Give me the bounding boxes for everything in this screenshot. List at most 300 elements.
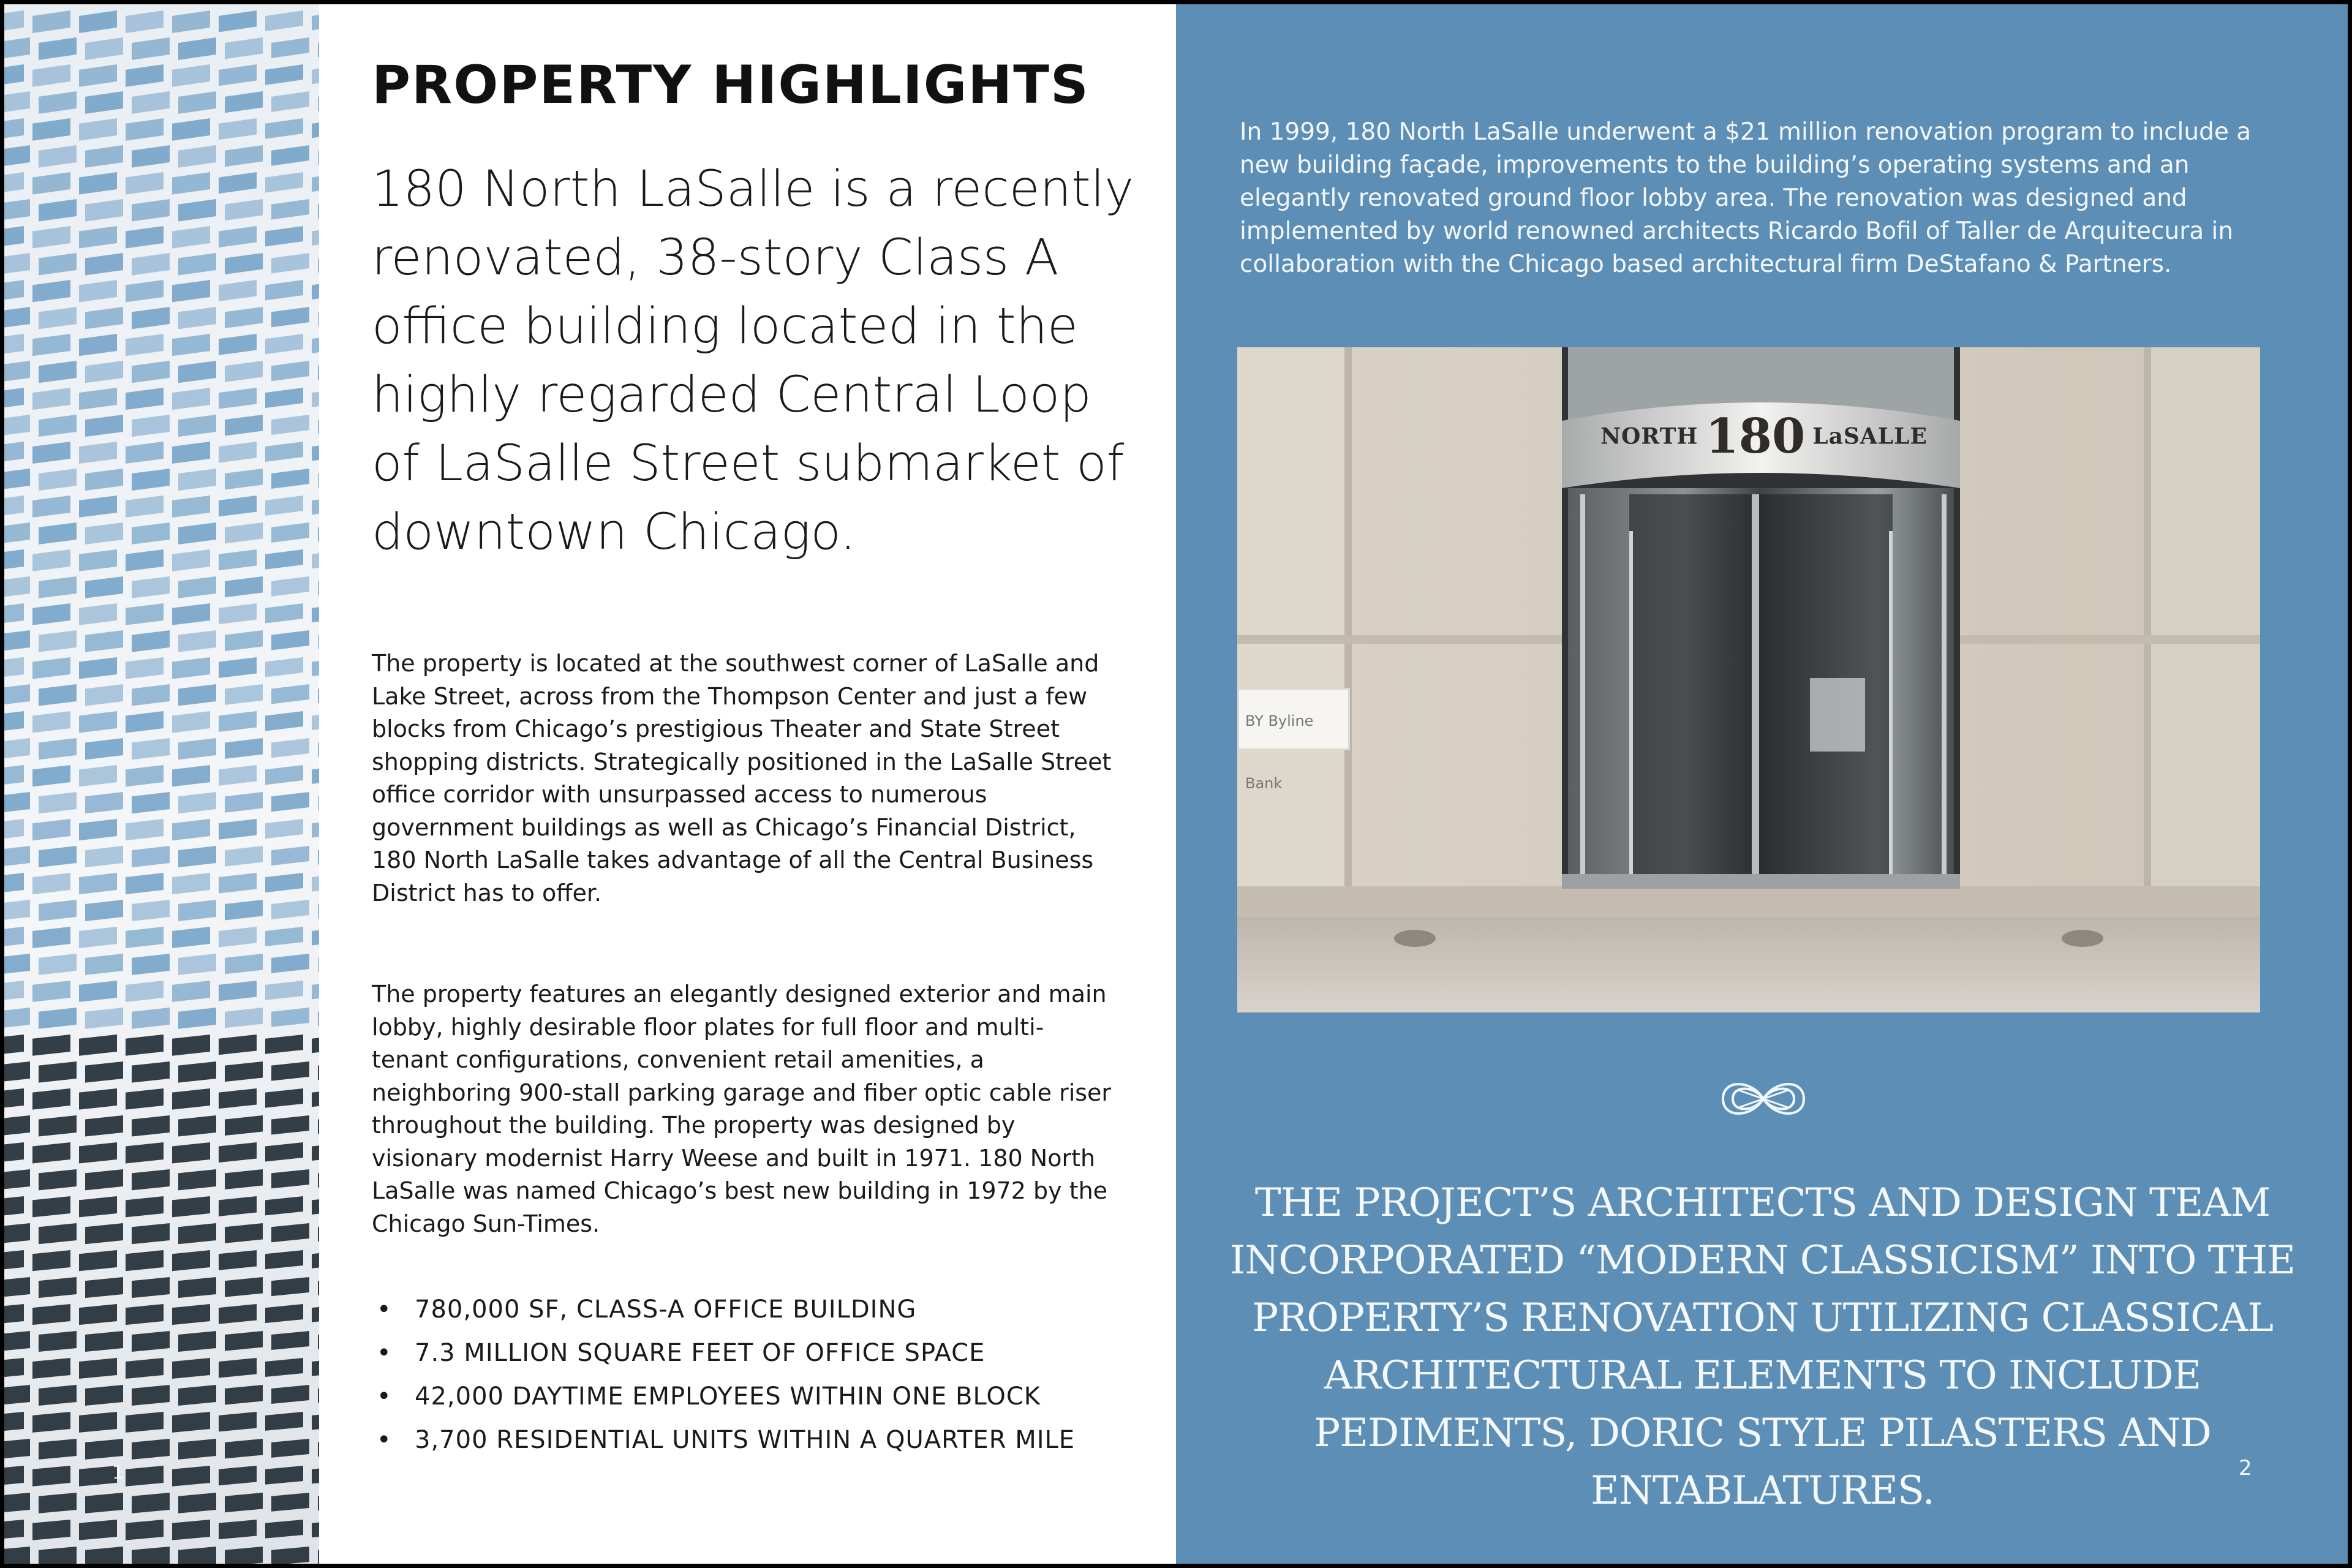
window-pane bbox=[4, 1412, 24, 1433]
window-pane bbox=[178, 630, 216, 652]
window-pane bbox=[32, 1412, 70, 1433]
window-pane bbox=[271, 91, 309, 112]
window-pane bbox=[132, 1277, 170, 1298]
window-pane bbox=[85, 522, 123, 545]
window-pane bbox=[178, 361, 216, 383]
window-pane bbox=[318, 630, 319, 649]
window-pane bbox=[85, 307, 123, 329]
window-pane bbox=[172, 1142, 210, 1163]
window-pane bbox=[132, 1008, 170, 1029]
window-pane bbox=[4, 307, 30, 329]
window-pane bbox=[126, 1088, 164, 1110]
window-pane bbox=[126, 1304, 164, 1325]
window-pane bbox=[312, 10, 319, 31]
bullet-icon: • bbox=[377, 1339, 392, 1367]
window-pane bbox=[225, 522, 263, 543]
window-pane bbox=[178, 684, 216, 706]
window-pane bbox=[39, 1439, 77, 1460]
window-pane bbox=[178, 846, 216, 867]
window-pane bbox=[312, 442, 319, 461]
window-pane bbox=[271, 792, 309, 812]
window-pane bbox=[32, 711, 70, 733]
window-pane bbox=[312, 388, 319, 407]
window-pane bbox=[132, 792, 170, 813]
entrance-photo bbox=[1237, 347, 2260, 1012]
window-pane bbox=[32, 172, 70, 195]
window-pane bbox=[4, 145, 30, 168]
window-pane bbox=[85, 1385, 123, 1406]
window-pane bbox=[126, 172, 164, 195]
window-pane bbox=[39, 1008, 77, 1029]
window-pane bbox=[172, 603, 210, 625]
window-pane bbox=[318, 145, 319, 165]
window-pane bbox=[318, 37, 319, 57]
window-pane bbox=[85, 199, 123, 222]
window-pane bbox=[318, 1277, 319, 1295]
window-pane bbox=[265, 1520, 303, 1539]
window-pane bbox=[39, 91, 77, 114]
window-pane bbox=[271, 1331, 309, 1350]
window-pane bbox=[32, 1520, 70, 1540]
window-pane bbox=[39, 1331, 77, 1352]
window-pane bbox=[271, 576, 309, 597]
window-pane bbox=[32, 442, 70, 464]
window-pane bbox=[312, 765, 319, 784]
list-item: • 7.3 MILLION SQUARE FEET OF OFFICE SPACE bbox=[372, 1332, 1168, 1375]
window-pane bbox=[178, 954, 216, 975]
window-pane bbox=[85, 469, 123, 491]
window-pane bbox=[132, 1115, 170, 1137]
window-pane bbox=[79, 172, 117, 195]
window-pane bbox=[219, 118, 257, 140]
window-pane bbox=[265, 1035, 303, 1054]
window-pane bbox=[318, 1439, 319, 1457]
window-pane bbox=[39, 1385, 77, 1406]
window-pane bbox=[178, 1061, 216, 1083]
window-pane bbox=[318, 738, 319, 757]
window-pane bbox=[219, 819, 257, 840]
window-pane bbox=[85, 91, 123, 114]
window-pane bbox=[219, 1142, 257, 1163]
window-pane bbox=[172, 280, 210, 302]
window-pane bbox=[265, 280, 303, 300]
window-pane bbox=[312, 1142, 319, 1161]
window-pane bbox=[172, 1196, 210, 1217]
window-pane bbox=[225, 1547, 263, 1564]
window-pane bbox=[265, 1358, 303, 1377]
window-pane bbox=[271, 1223, 309, 1242]
window-pane bbox=[85, 1169, 123, 1190]
window-pane bbox=[32, 819, 70, 840]
window-pane bbox=[79, 1412, 117, 1433]
window-pane bbox=[265, 1142, 303, 1161]
window-pane bbox=[4, 199, 30, 222]
list-item: • 780,000 SF, CLASS-A OFFICE BUILDING bbox=[372, 1288, 1168, 1332]
window-pane bbox=[85, 792, 123, 813]
window-pane bbox=[172, 64, 210, 87]
window-pane bbox=[126, 873, 164, 894]
window-pane bbox=[312, 1466, 319, 1483]
window-pane bbox=[4, 1466, 24, 1487]
window-pane bbox=[4, 981, 24, 1002]
window-pane bbox=[225, 576, 263, 597]
window-pane bbox=[265, 334, 303, 354]
window-pane bbox=[225, 792, 263, 813]
window-pane bbox=[4, 496, 24, 518]
window-pane bbox=[32, 1466, 70, 1487]
window-pane bbox=[4, 522, 30, 545]
window-pane bbox=[126, 1196, 164, 1217]
window-pane bbox=[132, 738, 170, 760]
window-pane bbox=[4, 1439, 30, 1460]
window-pane bbox=[85, 954, 123, 975]
window-pane bbox=[4, 1304, 24, 1325]
window-pane bbox=[312, 1088, 319, 1107]
window-pane bbox=[39, 1115, 77, 1137]
window-pane bbox=[32, 1035, 70, 1056]
lead-statement: 180 North LaSalle is a recently renovated, 38-story Class A office building located in the highly regarded Central Loop of LaSalle Street submarket of downtown Chicago. bbox=[372, 160, 1134, 561]
window-pane bbox=[85, 630, 123, 652]
list-item: • 3,700 RESIDENTIAL UNITS WITHIN A QUARTER MILE bbox=[372, 1419, 1168, 1462]
window-pane bbox=[4, 172, 24, 195]
window-pane bbox=[271, 1547, 309, 1564]
window-pane bbox=[265, 64, 303, 85]
window-pane bbox=[4, 1115, 30, 1137]
window-pane bbox=[178, 900, 216, 921]
highlights-list bbox=[372, 1288, 1168, 1462]
window-pane bbox=[312, 496, 319, 514]
window-pane bbox=[225, 469, 263, 489]
window-pane bbox=[225, 630, 263, 651]
window-pane bbox=[4, 846, 30, 867]
window-pane bbox=[312, 118, 319, 138]
window-pane bbox=[4, 630, 30, 652]
tenant-sign: BY Byline Bank bbox=[1237, 688, 1350, 750]
window-pane bbox=[178, 145, 216, 168]
window-pane bbox=[225, 1008, 263, 1028]
window-pane bbox=[225, 900, 263, 921]
window-pane bbox=[312, 1035, 319, 1053]
window-pane bbox=[85, 37, 123, 60]
window-pane bbox=[318, 522, 319, 541]
window-pane bbox=[85, 900, 123, 921]
window-pane bbox=[79, 1304, 117, 1325]
window-pane bbox=[219, 1196, 257, 1216]
window-pane bbox=[4, 1061, 30, 1083]
window-pane bbox=[271, 1061, 309, 1081]
window-pane bbox=[32, 388, 70, 410]
window-pane bbox=[178, 1331, 216, 1352]
window-pane bbox=[178, 199, 216, 222]
window-pane bbox=[172, 657, 210, 679]
window-pane bbox=[271, 307, 309, 327]
window-pane bbox=[318, 415, 319, 434]
window-pane bbox=[39, 1547, 77, 1564]
window-pane bbox=[172, 1035, 210, 1056]
window-pane bbox=[271, 199, 309, 220]
window-pane bbox=[271, 846, 309, 865]
window-pane bbox=[32, 603, 70, 625]
window-pane bbox=[265, 496, 303, 516]
window-pane bbox=[39, 954, 77, 975]
window-pane bbox=[312, 819, 319, 838]
window-pane bbox=[126, 496, 164, 518]
window-pane bbox=[265, 1304, 303, 1323]
window-pane bbox=[79, 1358, 117, 1379]
window-pane bbox=[318, 846, 319, 865]
window-pane bbox=[178, 253, 216, 275]
window-pane bbox=[132, 361, 170, 383]
window-pane bbox=[312, 1358, 319, 1376]
window-pane bbox=[318, 1169, 319, 1188]
window-pane bbox=[219, 657, 257, 678]
window-pane bbox=[32, 280, 70, 302]
window-pane bbox=[271, 954, 309, 973]
window-pane bbox=[219, 388, 257, 409]
window-pane bbox=[312, 226, 319, 246]
window-pane bbox=[265, 1088, 303, 1108]
window-pane bbox=[178, 738, 216, 760]
window-pane bbox=[4, 1493, 30, 1513]
window-pane bbox=[271, 415, 309, 435]
window-pane bbox=[312, 981, 319, 999]
window-pane bbox=[132, 91, 170, 114]
window-pane bbox=[132, 469, 170, 491]
window-pane bbox=[318, 900, 319, 919]
window-pane bbox=[4, 1277, 30, 1298]
window-pane bbox=[271, 469, 309, 489]
window-pane bbox=[39, 522, 77, 545]
window-pane bbox=[4, 738, 30, 760]
window-pane bbox=[4, 927, 24, 948]
window-pane bbox=[318, 954, 319, 972]
window-pane bbox=[312, 334, 319, 353]
window-pane bbox=[178, 1277, 216, 1298]
window-pane bbox=[265, 442, 303, 462]
window-pane bbox=[32, 1304, 70, 1325]
window-pane bbox=[312, 172, 319, 192]
window-pane bbox=[312, 657, 319, 676]
window-pane bbox=[85, 1115, 123, 1137]
window-pane bbox=[271, 1385, 309, 1404]
window-pane bbox=[126, 118, 164, 141]
window-pane bbox=[318, 576, 319, 595]
window-pane bbox=[219, 1304, 257, 1324]
window-pane bbox=[265, 765, 303, 785]
window-pane bbox=[172, 765, 210, 786]
window-pane bbox=[79, 1142, 117, 1163]
window-pane bbox=[172, 1412, 210, 1433]
window-pane bbox=[219, 1358, 257, 1378]
window-pane bbox=[318, 1385, 319, 1403]
window-pane bbox=[79, 334, 117, 356]
window-pane bbox=[219, 765, 257, 786]
window-pane bbox=[79, 657, 117, 679]
window-pane bbox=[271, 522, 309, 543]
window-pane bbox=[126, 657, 164, 679]
window-pane bbox=[172, 981, 210, 1002]
window-pane bbox=[318, 1115, 319, 1134]
window-pane bbox=[32, 549, 70, 571]
window-pane bbox=[4, 1035, 24, 1056]
window-pane bbox=[85, 361, 123, 383]
window-pane bbox=[219, 1520, 257, 1539]
window-pane bbox=[4, 684, 30, 706]
window-pane bbox=[85, 1223, 123, 1244]
window-pane bbox=[265, 10, 303, 31]
window-pane bbox=[85, 846, 123, 867]
window-pane bbox=[85, 1008, 123, 1029]
window-pane bbox=[79, 226, 117, 249]
window-pane bbox=[312, 1412, 319, 1430]
window-pane bbox=[271, 253, 309, 273]
window-pane bbox=[178, 1439, 216, 1460]
window-pane bbox=[39, 37, 77, 60]
window-pane bbox=[4, 226, 24, 249]
window-pane bbox=[265, 1466, 303, 1485]
window-pane bbox=[85, 253, 123, 275]
window-pane bbox=[4, 1196, 24, 1217]
window-pane bbox=[172, 1520, 210, 1540]
window-pane bbox=[172, 1304, 210, 1325]
window-pane bbox=[132, 253, 170, 275]
window-pane bbox=[4, 1250, 24, 1271]
window-pane bbox=[318, 469, 319, 488]
window-pane bbox=[39, 145, 77, 168]
window-pane bbox=[39, 199, 77, 222]
window-pane bbox=[318, 1493, 319, 1510]
window-pane bbox=[178, 1115, 216, 1137]
window-pane bbox=[225, 738, 263, 759]
window-pane bbox=[4, 873, 24, 894]
window-pane bbox=[219, 873, 257, 894]
window-pane bbox=[172, 711, 210, 733]
window-pane bbox=[4, 1547, 30, 1564]
window-pane bbox=[132, 522, 170, 545]
window-pane bbox=[225, 1439, 263, 1458]
window-pane bbox=[219, 927, 257, 947]
window-pane bbox=[132, 846, 170, 867]
window-pane bbox=[79, 549, 117, 571]
window-pane bbox=[312, 1520, 319, 1537]
window-pane bbox=[79, 873, 117, 894]
window-pane bbox=[4, 10, 24, 33]
window-pane bbox=[178, 307, 216, 329]
window-pane bbox=[39, 684, 77, 706]
window-pane bbox=[32, 64, 70, 87]
window-pane bbox=[172, 172, 210, 195]
window-pane bbox=[126, 981, 164, 1002]
window-pane bbox=[265, 549, 303, 570]
window-pane bbox=[79, 603, 117, 625]
location-paragraph: The property is located at the southwest corner of LaSalle and Lake Street, across from the Thompson Center and just a few blocks from Chicago’s prestigious Theater and State Street shopping districts. Strategically positioned in the LaSalle Street office corridor with unsurpassed access to numerous government buildings as well as Chicago’s Financial District, 180 North LaSalle takes advantage of all the Central Business District has to offer. bbox=[372, 650, 1112, 907]
window-pane bbox=[219, 64, 257, 86]
window-pane bbox=[265, 388, 303, 408]
window-pane bbox=[4, 1169, 30, 1190]
window-pane bbox=[32, 1142, 70, 1163]
window-pane bbox=[132, 145, 170, 168]
window-pane bbox=[85, 684, 123, 706]
window-pane bbox=[126, 711, 164, 733]
window-pane bbox=[172, 118, 210, 141]
window-pane bbox=[132, 1223, 170, 1244]
infinity-knot-icon bbox=[1714, 1073, 1812, 1125]
window-pane bbox=[219, 280, 257, 301]
window-pane bbox=[126, 226, 164, 249]
window-pane bbox=[312, 1250, 319, 1268]
window-pane bbox=[32, 1250, 70, 1271]
window-pane bbox=[178, 522, 216, 545]
window-pane bbox=[79, 442, 117, 464]
window-pane bbox=[219, 334, 257, 355]
window-pane bbox=[225, 361, 263, 382]
window-pane bbox=[32, 981, 70, 1002]
window-pane bbox=[172, 1250, 210, 1271]
window-pane bbox=[271, 1169, 309, 1188]
window-pane bbox=[225, 253, 263, 274]
window-pane bbox=[32, 765, 70, 786]
window-pane bbox=[225, 846, 263, 867]
window-pane bbox=[172, 10, 210, 33]
window-pane bbox=[4, 1331, 30, 1352]
window-pane bbox=[225, 1223, 263, 1243]
window-pane bbox=[32, 1088, 70, 1110]
window-pane bbox=[132, 37, 170, 60]
window-pane bbox=[318, 1547, 319, 1564]
window-pane bbox=[85, 1331, 123, 1352]
window-pane bbox=[271, 361, 309, 381]
window-pane bbox=[265, 981, 303, 1000]
window-pane bbox=[225, 307, 263, 328]
window-pane bbox=[318, 1061, 319, 1080]
window-pane bbox=[271, 145, 309, 166]
window-pane bbox=[312, 927, 319, 945]
window-pane bbox=[4, 280, 24, 302]
window-pane bbox=[4, 711, 24, 733]
window-pane bbox=[85, 1277, 123, 1298]
window-pane bbox=[4, 549, 24, 571]
window-pane bbox=[219, 1035, 257, 1055]
window-pane bbox=[32, 873, 70, 894]
window-pane bbox=[4, 64, 24, 87]
window-pane bbox=[312, 873, 319, 892]
window-pane bbox=[79, 1196, 117, 1217]
window-pane bbox=[126, 603, 164, 625]
window-pane bbox=[265, 657, 303, 677]
window-pane bbox=[219, 981, 257, 1001]
window-pane bbox=[32, 118, 70, 141]
window-pane bbox=[219, 1250, 257, 1270]
window-pane bbox=[126, 334, 164, 356]
window-pane bbox=[126, 1520, 164, 1540]
window-pane bbox=[219, 496, 257, 516]
window-pane bbox=[79, 388, 117, 410]
window-pane bbox=[312, 549, 319, 568]
window-pane bbox=[132, 1169, 170, 1190]
window-pane bbox=[32, 1196, 70, 1217]
window-pane bbox=[225, 1331, 263, 1351]
window-pane bbox=[79, 765, 117, 786]
window-pane bbox=[126, 1035, 164, 1056]
window-pane bbox=[178, 576, 216, 598]
window-pane bbox=[126, 10, 164, 33]
window-pane bbox=[178, 1169, 216, 1190]
window-pane bbox=[172, 442, 210, 464]
brochure-spread bbox=[4, 4, 2348, 1564]
window-pane bbox=[85, 1439, 123, 1460]
window-pane bbox=[265, 1412, 303, 1431]
window-pane bbox=[312, 711, 319, 730]
